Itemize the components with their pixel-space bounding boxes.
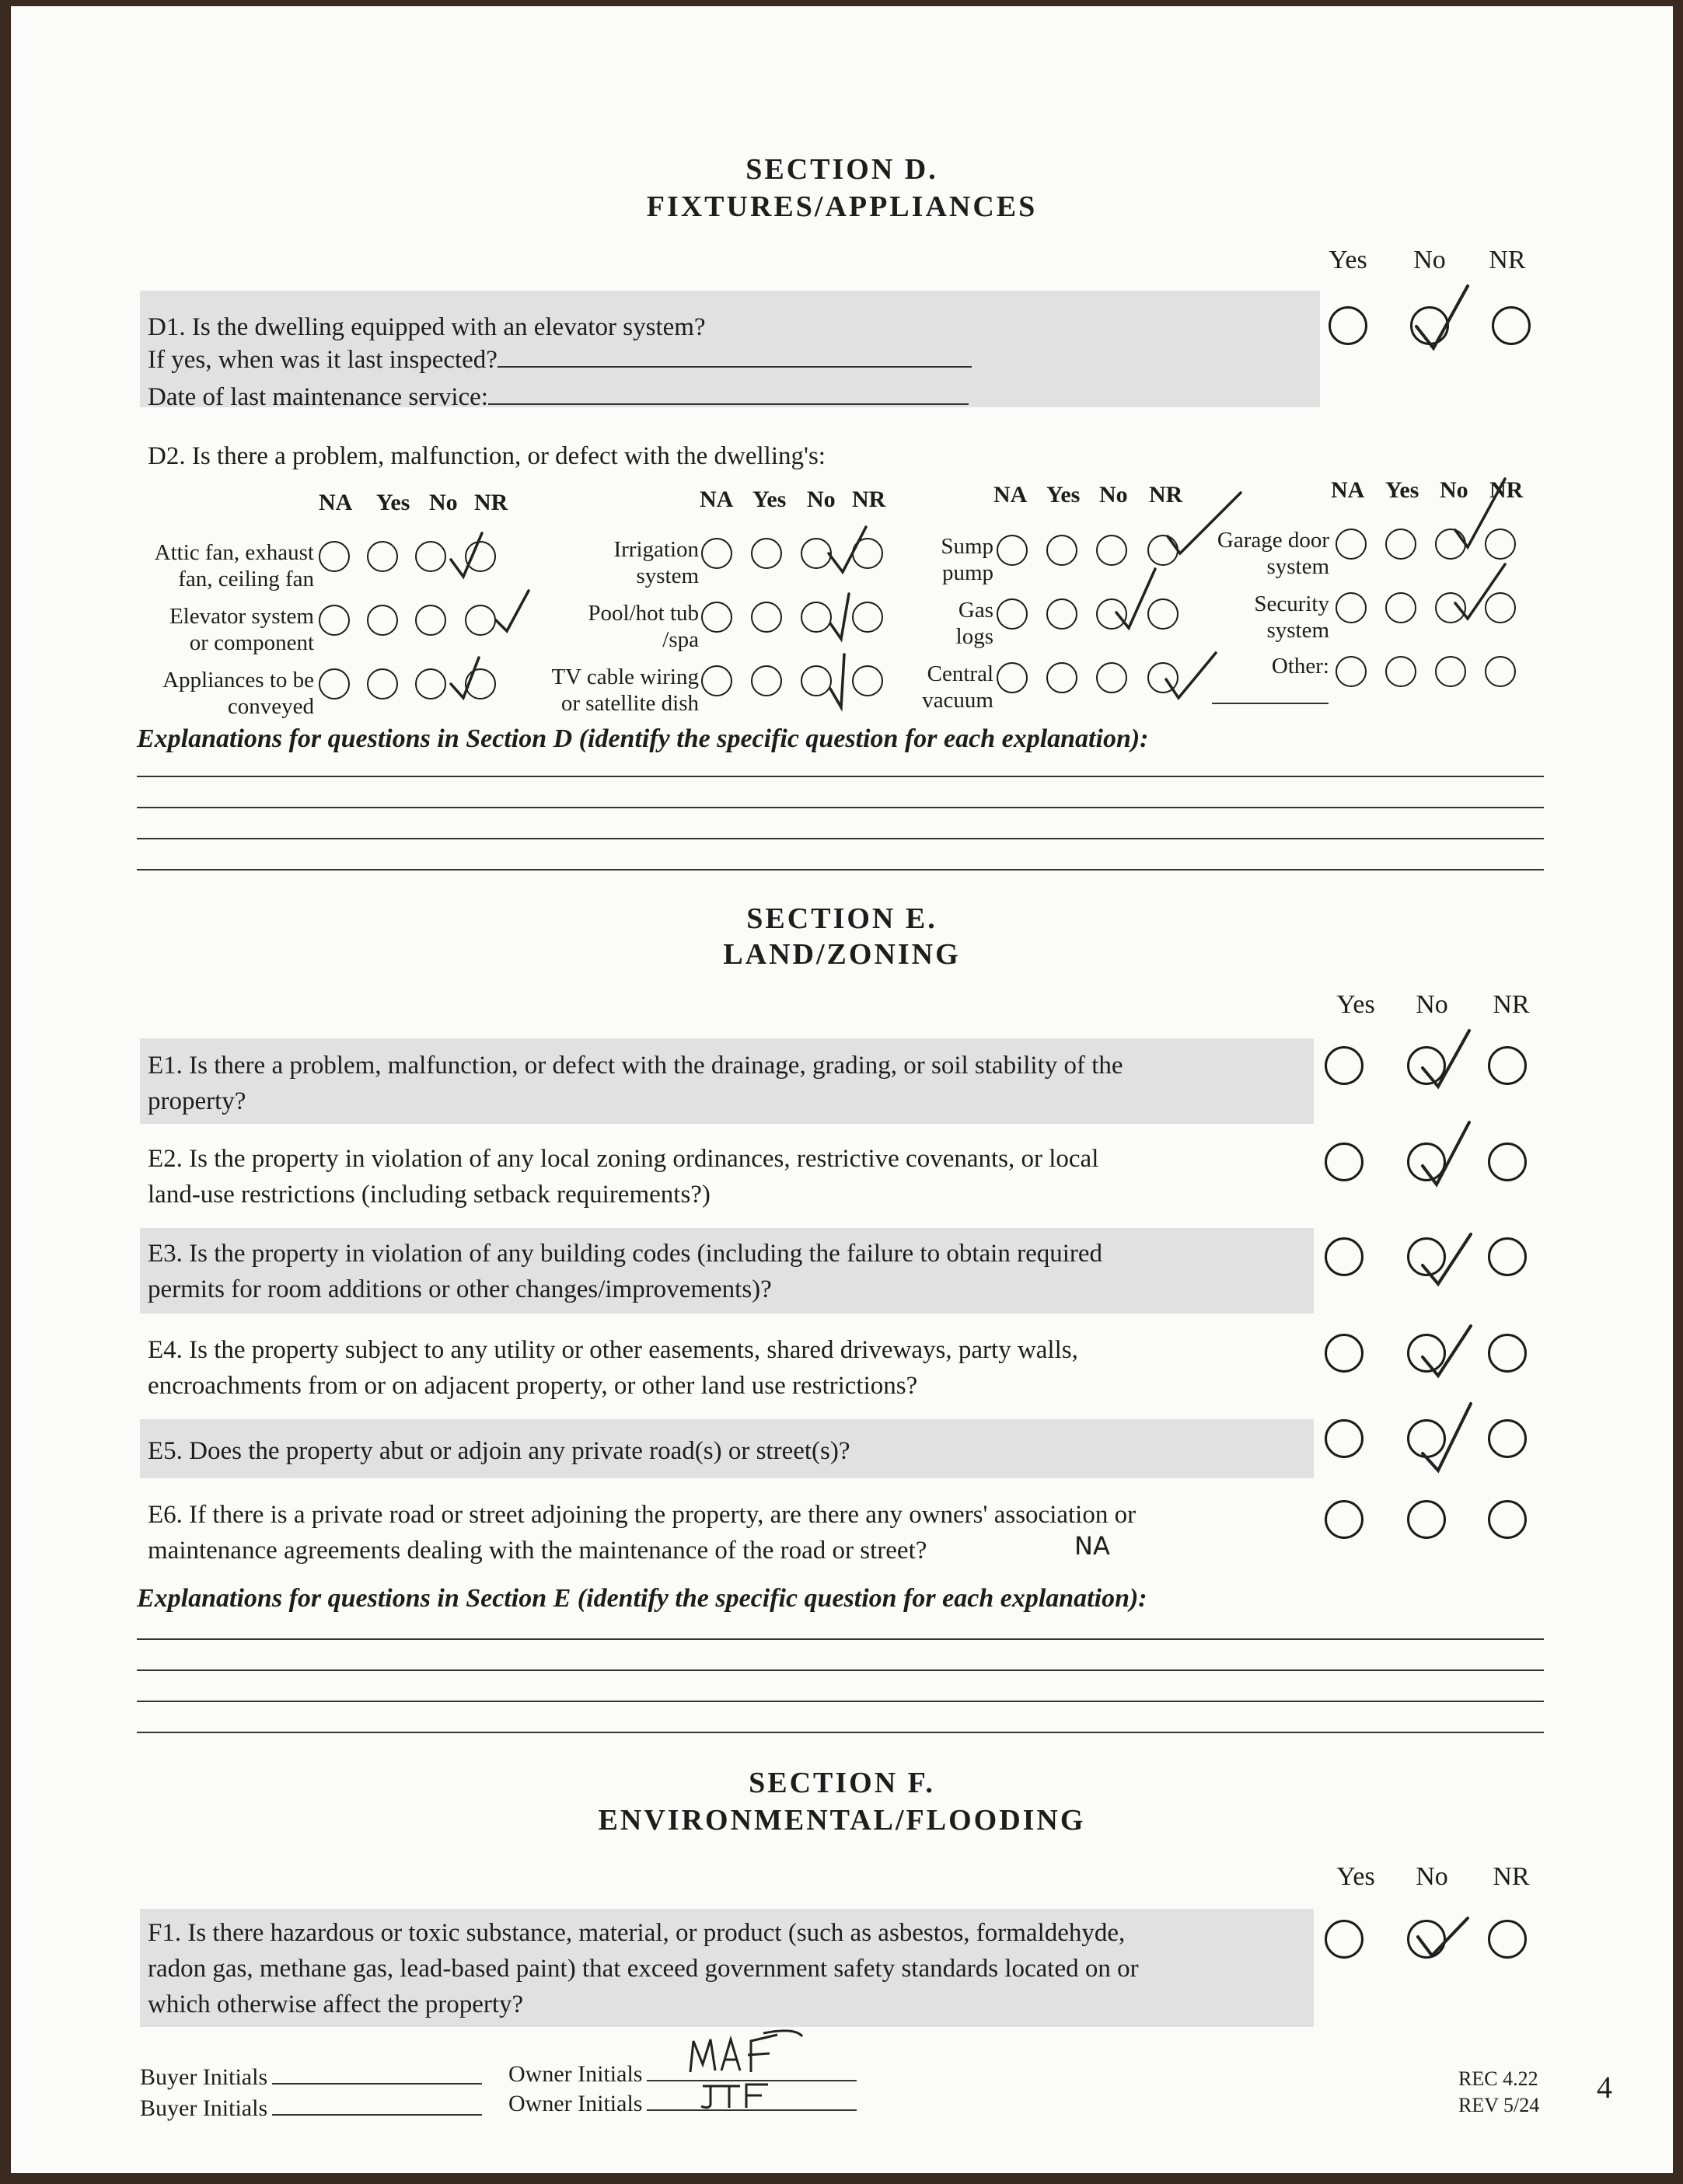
e3-nr-radio[interactable] (1488, 1237, 1527, 1276)
tv-cable-wiring-yes-radio[interactable] (751, 665, 782, 696)
security-no-radio[interactable] (1435, 592, 1466, 623)
appliances-to-be-no-radio[interactable] (415, 668, 446, 700)
elevator-system-yes-radio[interactable] (367, 605, 398, 636)
irrigation-no-radio[interactable] (801, 538, 832, 569)
attic-fan-exhaust-nr-radio[interactable] (465, 541, 496, 572)
section-d-explanations: Explanations for questions in Section D (identify the specific question for each explanation): (137, 724, 1149, 753)
col-no-label: No (1413, 246, 1446, 274)
grid3-yes: Yes (1046, 482, 1081, 508)
security-yes-radio[interactable] (1385, 592, 1416, 623)
f1-nr-radio[interactable] (1488, 1920, 1527, 1959)
garage-door-yes-radio[interactable] (1385, 529, 1416, 560)
col-yes-label: Yes (1329, 246, 1367, 274)
rev-date: REV 5/24 (1458, 2094, 1540, 2116)
sump-nr-radio[interactable] (1147, 535, 1178, 566)
central-nr-radio[interactable] (1147, 662, 1178, 693)
d1-inspected-label: If yes, when was it last inspected? (148, 346, 498, 374)
irrigation-nr-radio[interactable] (852, 538, 883, 569)
grid4-yes: Yes (1385, 477, 1419, 503)
sump-no-radio[interactable] (1096, 535, 1127, 566)
e4-nr-radio[interactable] (1488, 1334, 1527, 1373)
e-col-yes-label: Yes (1336, 990, 1375, 1019)
e3-no-radio[interactable] (1407, 1237, 1446, 1276)
e-explanation-line-1[interactable] (137, 1638, 1544, 1640)
appliances-to-be-na-radio[interactable] (319, 668, 350, 700)
e-explanation-line-3[interactable] (137, 1701, 1544, 1702)
grid3-nr: NR (1149, 482, 1183, 508)
e-col-no-label: No (1416, 990, 1448, 1019)
f-col-no-label: No (1416, 1862, 1448, 1891)
item-security-label: Security system (1254, 591, 1329, 643)
tv-cable-wiring-na-radio[interactable] (701, 665, 732, 696)
e5-yes-radio[interactable] (1325, 1419, 1364, 1458)
grid1-no: No (429, 490, 458, 515)
e-col-nr-label: NR (1493, 990, 1530, 1019)
d1-question: D1. Is the dwelling equipped with an elevator system? (148, 313, 706, 341)
e3-yes-radio[interactable] (1325, 1237, 1364, 1276)
d1-maintenance-label: Date of last maintenance service: (148, 383, 488, 411)
buyer-initials-1: Buyer Initials (140, 2063, 482, 2091)
e6-handwritten-na: NA (1074, 1531, 1110, 1561)
f-col-nr-label: NR (1493, 1862, 1530, 1891)
garage-door-na-radio[interactable] (1336, 529, 1367, 560)
grid3-na: NA (993, 482, 1028, 508)
pool-hot-tub-no-radio[interactable] (801, 602, 832, 633)
other-na-radio[interactable] (1336, 656, 1367, 687)
page-number: 4 (1597, 2070, 1612, 2105)
e2-no-radio[interactable] (1407, 1143, 1446, 1181)
attic-fan-exhaust-na-radio[interactable] (319, 541, 350, 572)
central-no-radio[interactable] (1096, 662, 1127, 693)
e6-nr-radio[interactable] (1488, 1500, 1527, 1539)
e2-yes-radio[interactable] (1325, 1143, 1364, 1181)
garage-door-no-radio[interactable] (1435, 529, 1466, 560)
security-na-radio[interactable] (1336, 592, 1367, 623)
elevator-system-nr-radio[interactable] (465, 605, 496, 636)
e-explanation-line-2[interactable] (137, 1669, 1544, 1671)
d1-no-radio[interactable] (1410, 306, 1449, 345)
owner-initials-2: Owner Initials (508, 2089, 857, 2117)
e1-question: E1. Is there a problem, malfunction, or defect with the drainage, grading, or soil stability of the property? (148, 1052, 1123, 1115)
item-sump-pump-label: Sump pump (941, 534, 993, 585)
e2-question: E2. Is the property in violation of any local zoning ordinances, restrictive covenants, or local land-use restrictions (including setback requirements?) (148, 1145, 1099, 1209)
pool-hot-tub-nr-radio[interactable] (852, 602, 883, 633)
elevator-system-no-radio[interactable] (415, 605, 446, 636)
grid2-na: NA (700, 487, 734, 512)
d-explanation-line-2[interactable] (137, 807, 1544, 808)
grid4-na: NA (1331, 477, 1365, 503)
d-explanation-line-3[interactable] (137, 838, 1544, 839)
gas-na-radio[interactable] (997, 598, 1028, 630)
e-explanation-line-4[interactable] (137, 1732, 1544, 1733)
f1-no-radio[interactable] (1407, 1920, 1446, 1959)
e4-yes-radio[interactable] (1325, 1334, 1364, 1373)
owner-signature-maf (686, 2025, 810, 2080)
e5-nr-radio[interactable] (1488, 1419, 1527, 1458)
e6-yes-radio[interactable] (1325, 1500, 1364, 1539)
d1-inspected-field[interactable] (498, 343, 972, 368)
grid2-no: No (807, 487, 836, 512)
d2-question: D2. Is there a problem, malfunction, or defect with the dwelling's: (148, 442, 826, 470)
item-attic-fan-label: Attic fan, exhaust fan, ceiling fan (154, 540, 314, 591)
central-na-radio[interactable] (997, 662, 1028, 693)
d1-nr-radio[interactable] (1492, 306, 1531, 345)
sump-yes-radio[interactable] (1046, 535, 1077, 566)
item-other-label: Other: (1271, 654, 1329, 679)
item-other-field[interactable] (1212, 703, 1329, 704)
item-gas-logs-label: Gas logs (955, 598, 993, 649)
grid1-yes: Yes (376, 490, 410, 515)
d1-yes-radio[interactable] (1329, 306, 1367, 345)
section-e-explanations: Explanations for questions in Section E (identify the specific question for each explanation): (137, 1584, 1147, 1613)
appliances-to-be-yes-radio[interactable] (367, 668, 398, 700)
owner-signature-jtf (695, 2077, 780, 2112)
d1-maintenance-field[interactable] (488, 380, 969, 405)
pool-hot-tub-na-radio[interactable] (701, 602, 732, 633)
section-f-heading: SECTION F. (749, 1767, 935, 1799)
grid3-no: No (1099, 482, 1128, 508)
irrigation-na-radio[interactable] (701, 538, 732, 569)
section-d-subheading: FIXTURES/APPLIANCES (646, 190, 1038, 223)
tv-cable-wiring-nr-radio[interactable] (852, 665, 883, 696)
section-f-subheading: ENVIRONMENTAL/FLOODING (598, 1804, 1086, 1837)
item-pool-label: Pool/hot tub /spa (588, 601, 699, 652)
svg-text:MAF: MAF (686, 2025, 688, 2026)
svg-text:JTF: JTF (695, 2077, 697, 2078)
e1-no-radio[interactable] (1407, 1046, 1446, 1085)
grid2-yes: Yes (752, 487, 787, 512)
other-nr-radio[interactable] (1485, 656, 1516, 687)
e1-nr-radio[interactable] (1488, 1046, 1527, 1085)
gas-yes-radio[interactable] (1046, 598, 1077, 630)
buyer-initials-2-field[interactable] (272, 2094, 482, 2116)
e1-yes-radio[interactable] (1325, 1046, 1364, 1085)
appliances-to-be-nr-radio[interactable] (465, 668, 496, 700)
e5-no-radio[interactable] (1407, 1419, 1446, 1458)
central-yes-radio[interactable] (1046, 662, 1077, 693)
buyer-initials-1-field[interactable] (272, 2063, 482, 2085)
grid4-no: No (1440, 477, 1468, 503)
item-tv-cable-label: TV cable wiring or satellite dish (551, 665, 699, 716)
attic-fan-exhaust-yes-radio[interactable] (367, 541, 398, 572)
item-garage-door-label: Garage door system (1217, 528, 1329, 579)
tv-cable-wiring-no-radio[interactable] (801, 665, 832, 696)
grid1-nr: NR (474, 490, 508, 515)
other-yes-radio[interactable] (1385, 656, 1416, 687)
e3-question: E3. Is the property in violation of any building codes (including the failure to obtain required permits for room additions or other changes/improvements)? (148, 1240, 1103, 1303)
grid2-nr: NR (852, 487, 886, 512)
owner-initials-1: Owner Initials (508, 2060, 857, 2088)
irrigation-yes-radio[interactable] (751, 538, 782, 569)
e4-no-radio[interactable] (1407, 1334, 1446, 1373)
e5-question: E5. Does the property abut or adjoin any private road(s) or street(s)? (148, 1437, 850, 1465)
item-elevator-label: Elevator system or component (169, 604, 314, 655)
grid4-nr: NR (1489, 477, 1524, 503)
item-irrigation-label: Irrigation system (613, 537, 699, 588)
pool-hot-tub-yes-radio[interactable] (751, 602, 782, 633)
section-d-heading: SECTION D. (745, 153, 938, 186)
f1-question: F1. Is there hazardous or toxic substance, material, or product (such as asbestos, formaldehyde, radon gas, methane gas, lead-based paint) that exceed government safety standards located on or which otherwise affect the property? (148, 1919, 1139, 2018)
d-explanation-line-1[interactable] (137, 776, 1544, 777)
attic-fan-exhaust-no-radio[interactable] (415, 541, 446, 572)
gas-nr-radio[interactable] (1147, 598, 1178, 630)
rec-number: REC 4.22 (1458, 2067, 1538, 2090)
item-central-vacuum-label: Central vacuum (922, 661, 993, 713)
f1-yes-radio[interactable] (1325, 1920, 1364, 1959)
garage-door-nr-radio[interactable] (1485, 529, 1516, 560)
buyer-initials-2: Buyer Initials (140, 2094, 482, 2122)
other-no-radio[interactable] (1435, 656, 1466, 687)
e6-question: E6. If there is a private road or street adjoining the property, are there any owners' association or maintenance agreements dealing with the maintenance of the road or street? (148, 1501, 1137, 1565)
section-e-heading: SECTION E. (746, 902, 938, 935)
item-appliances-label: Appliances to be conveyed (162, 668, 314, 719)
elevator-system-na-radio[interactable] (319, 605, 350, 636)
section-e-subheading: LAND/ZONING (723, 938, 961, 971)
d-explanation-line-4[interactable] (137, 869, 1544, 870)
e6-no-radio[interactable] (1407, 1500, 1446, 1539)
f-col-yes-label: Yes (1336, 1862, 1375, 1891)
col-nr-label: NR (1489, 246, 1526, 274)
security-nr-radio[interactable] (1485, 592, 1516, 623)
e4-question: E4. Is the property subject to any utility or other easements, shared driveways, party walls, encroachments from or on adjacent property, or other land use restrictions? (148, 1336, 1078, 1400)
grid1-na: NA (319, 490, 353, 515)
gas-no-radio[interactable] (1096, 598, 1127, 630)
form-page (11, 6, 1673, 2173)
e2-nr-radio[interactable] (1488, 1143, 1527, 1181)
sump-na-radio[interactable] (997, 535, 1028, 566)
